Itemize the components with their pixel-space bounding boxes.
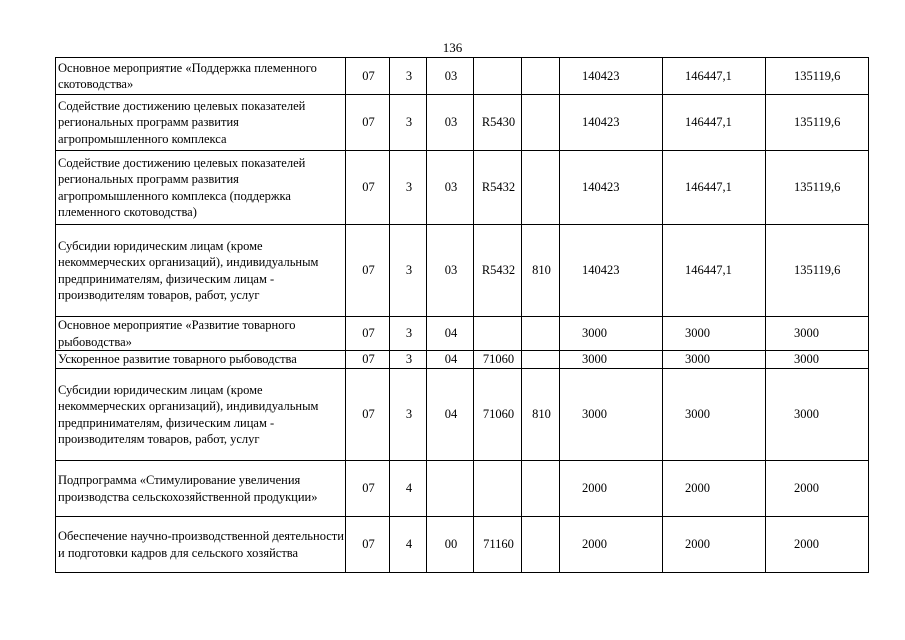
amount-2: 3000 (663, 317, 766, 351)
row-name: Основное мероприятие «Развитие товарного рыбоводства» (56, 317, 346, 351)
code-direction (474, 317, 522, 351)
budget-table (55, 57, 869, 573)
row-name: Субсидии юридическим лицам (кроме некоммерческих организаций), индивидуальным предпринимателям, физическим лицам - производителям товаров, работ, услуг (56, 369, 346, 461)
code-section: 07 (346, 351, 390, 369)
table-row (56, 517, 869, 573)
amount-1: 2000 (560, 461, 663, 517)
code-expense-type: 810 (522, 225, 560, 317)
code-section: 07 (346, 517, 390, 573)
code-program: 3 (390, 225, 427, 317)
row-name: Подпрограмма «Стимулирование увеличения производства сельскохозяйственной продукции» (56, 461, 346, 517)
row-name: Обеспечение научно-производственной деятельности и подготовки кадров для сельского хозяйства (56, 517, 346, 573)
code-expense-type (522, 461, 560, 517)
code-expense-type (522, 95, 560, 151)
code-program: 3 (390, 151, 427, 225)
code-subprogram: 04 (427, 317, 474, 351)
amount-2: 3000 (663, 351, 766, 369)
amount-1: 3000 (560, 369, 663, 461)
code-section: 07 (346, 369, 390, 461)
code-subprogram: 03 (427, 151, 474, 225)
table-row (56, 95, 869, 151)
code-direction: R5430 (474, 95, 522, 151)
amount-1: 140423 (560, 58, 663, 95)
table-row (56, 369, 869, 461)
page-number: 136 (442, 40, 463, 55)
code-direction: 71060 (474, 351, 522, 369)
code-section: 07 (346, 225, 390, 317)
code-subprogram: 00 (427, 517, 474, 573)
code-subprogram: 03 (427, 225, 474, 317)
code-program: 3 (390, 58, 427, 95)
row-name: Субсидии юридическим лицам (кроме некоммерческих организаций), индивидуальным предпринимателям, физическим лицам - производителям товаров, работ, услуг (56, 225, 346, 317)
code-program: 3 (390, 317, 427, 351)
amount-3: 3000 (766, 351, 869, 369)
table-row (56, 58, 869, 95)
row-name: Содействие достижению целевых показателей региональных программ развития агропромышленного комплекса (поддержка племенного скотоводства) (56, 151, 346, 225)
code-subprogram: 04 (427, 369, 474, 461)
code-direction: R5432 (474, 151, 522, 225)
amount-2: 2000 (663, 517, 766, 573)
code-section: 07 (346, 317, 390, 351)
amount-2: 3000 (663, 369, 766, 461)
code-subprogram: 03 (427, 58, 474, 95)
code-section: 07 (346, 461, 390, 517)
amount-3: 2000 (766, 517, 869, 573)
table-row (56, 351, 869, 369)
amount-1: 140423 (560, 151, 663, 225)
code-direction: R5432 (474, 225, 522, 317)
amount-3: 3000 (766, 317, 869, 351)
amount-2: 146447,1 (663, 58, 766, 95)
code-program: 3 (390, 95, 427, 151)
code-program: 4 (390, 461, 427, 517)
code-section: 07 (346, 151, 390, 225)
code-expense-type (522, 58, 560, 95)
code-expense-type (522, 317, 560, 351)
amount-1: 2000 (560, 517, 663, 573)
code-direction: 71060 (474, 369, 522, 461)
amount-3: 135119,6 (766, 225, 869, 317)
amount-1: 3000 (560, 317, 663, 351)
code-subprogram (427, 461, 474, 517)
code-section: 07 (346, 95, 390, 151)
amount-3: 3000 (766, 369, 869, 461)
code-expense-type (522, 517, 560, 573)
table-row (56, 151, 869, 225)
row-name: Содействие достижению целевых показателей региональных программ развития агропромышленного комплекса (56, 95, 346, 151)
code-expense-type (522, 351, 560, 369)
code-section: 07 (346, 58, 390, 95)
code-subprogram: 03 (427, 95, 474, 151)
code-subprogram: 04 (427, 351, 474, 369)
code-direction (474, 461, 522, 517)
table-row (56, 317, 869, 351)
code-program: 4 (390, 517, 427, 573)
amount-3: 2000 (766, 461, 869, 517)
amount-3: 135119,6 (766, 95, 869, 151)
amount-3: 135119,6 (766, 58, 869, 95)
code-expense-type (522, 151, 560, 225)
amount-3: 135119,6 (766, 151, 869, 225)
amount-2: 146447,1 (663, 95, 766, 151)
code-program: 3 (390, 369, 427, 461)
code-direction: 71160 (474, 517, 522, 573)
table-row (56, 225, 869, 317)
table-row (56, 461, 869, 517)
amount-1: 3000 (560, 351, 663, 369)
row-name: Основное мероприятие «Поддержка племенного скотоводства» (56, 58, 346, 95)
amount-2: 146447,1 (663, 225, 766, 317)
code-program: 3 (390, 351, 427, 369)
amount-2: 146447,1 (663, 151, 766, 225)
code-expense-type: 810 (522, 369, 560, 461)
code-direction (474, 58, 522, 95)
amount-1: 140423 (560, 95, 663, 151)
row-name: Ускоренное развитие товарного рыбоводства (56, 351, 346, 369)
amount-2: 2000 (663, 461, 766, 517)
amount-1: 140423 (560, 225, 663, 317)
